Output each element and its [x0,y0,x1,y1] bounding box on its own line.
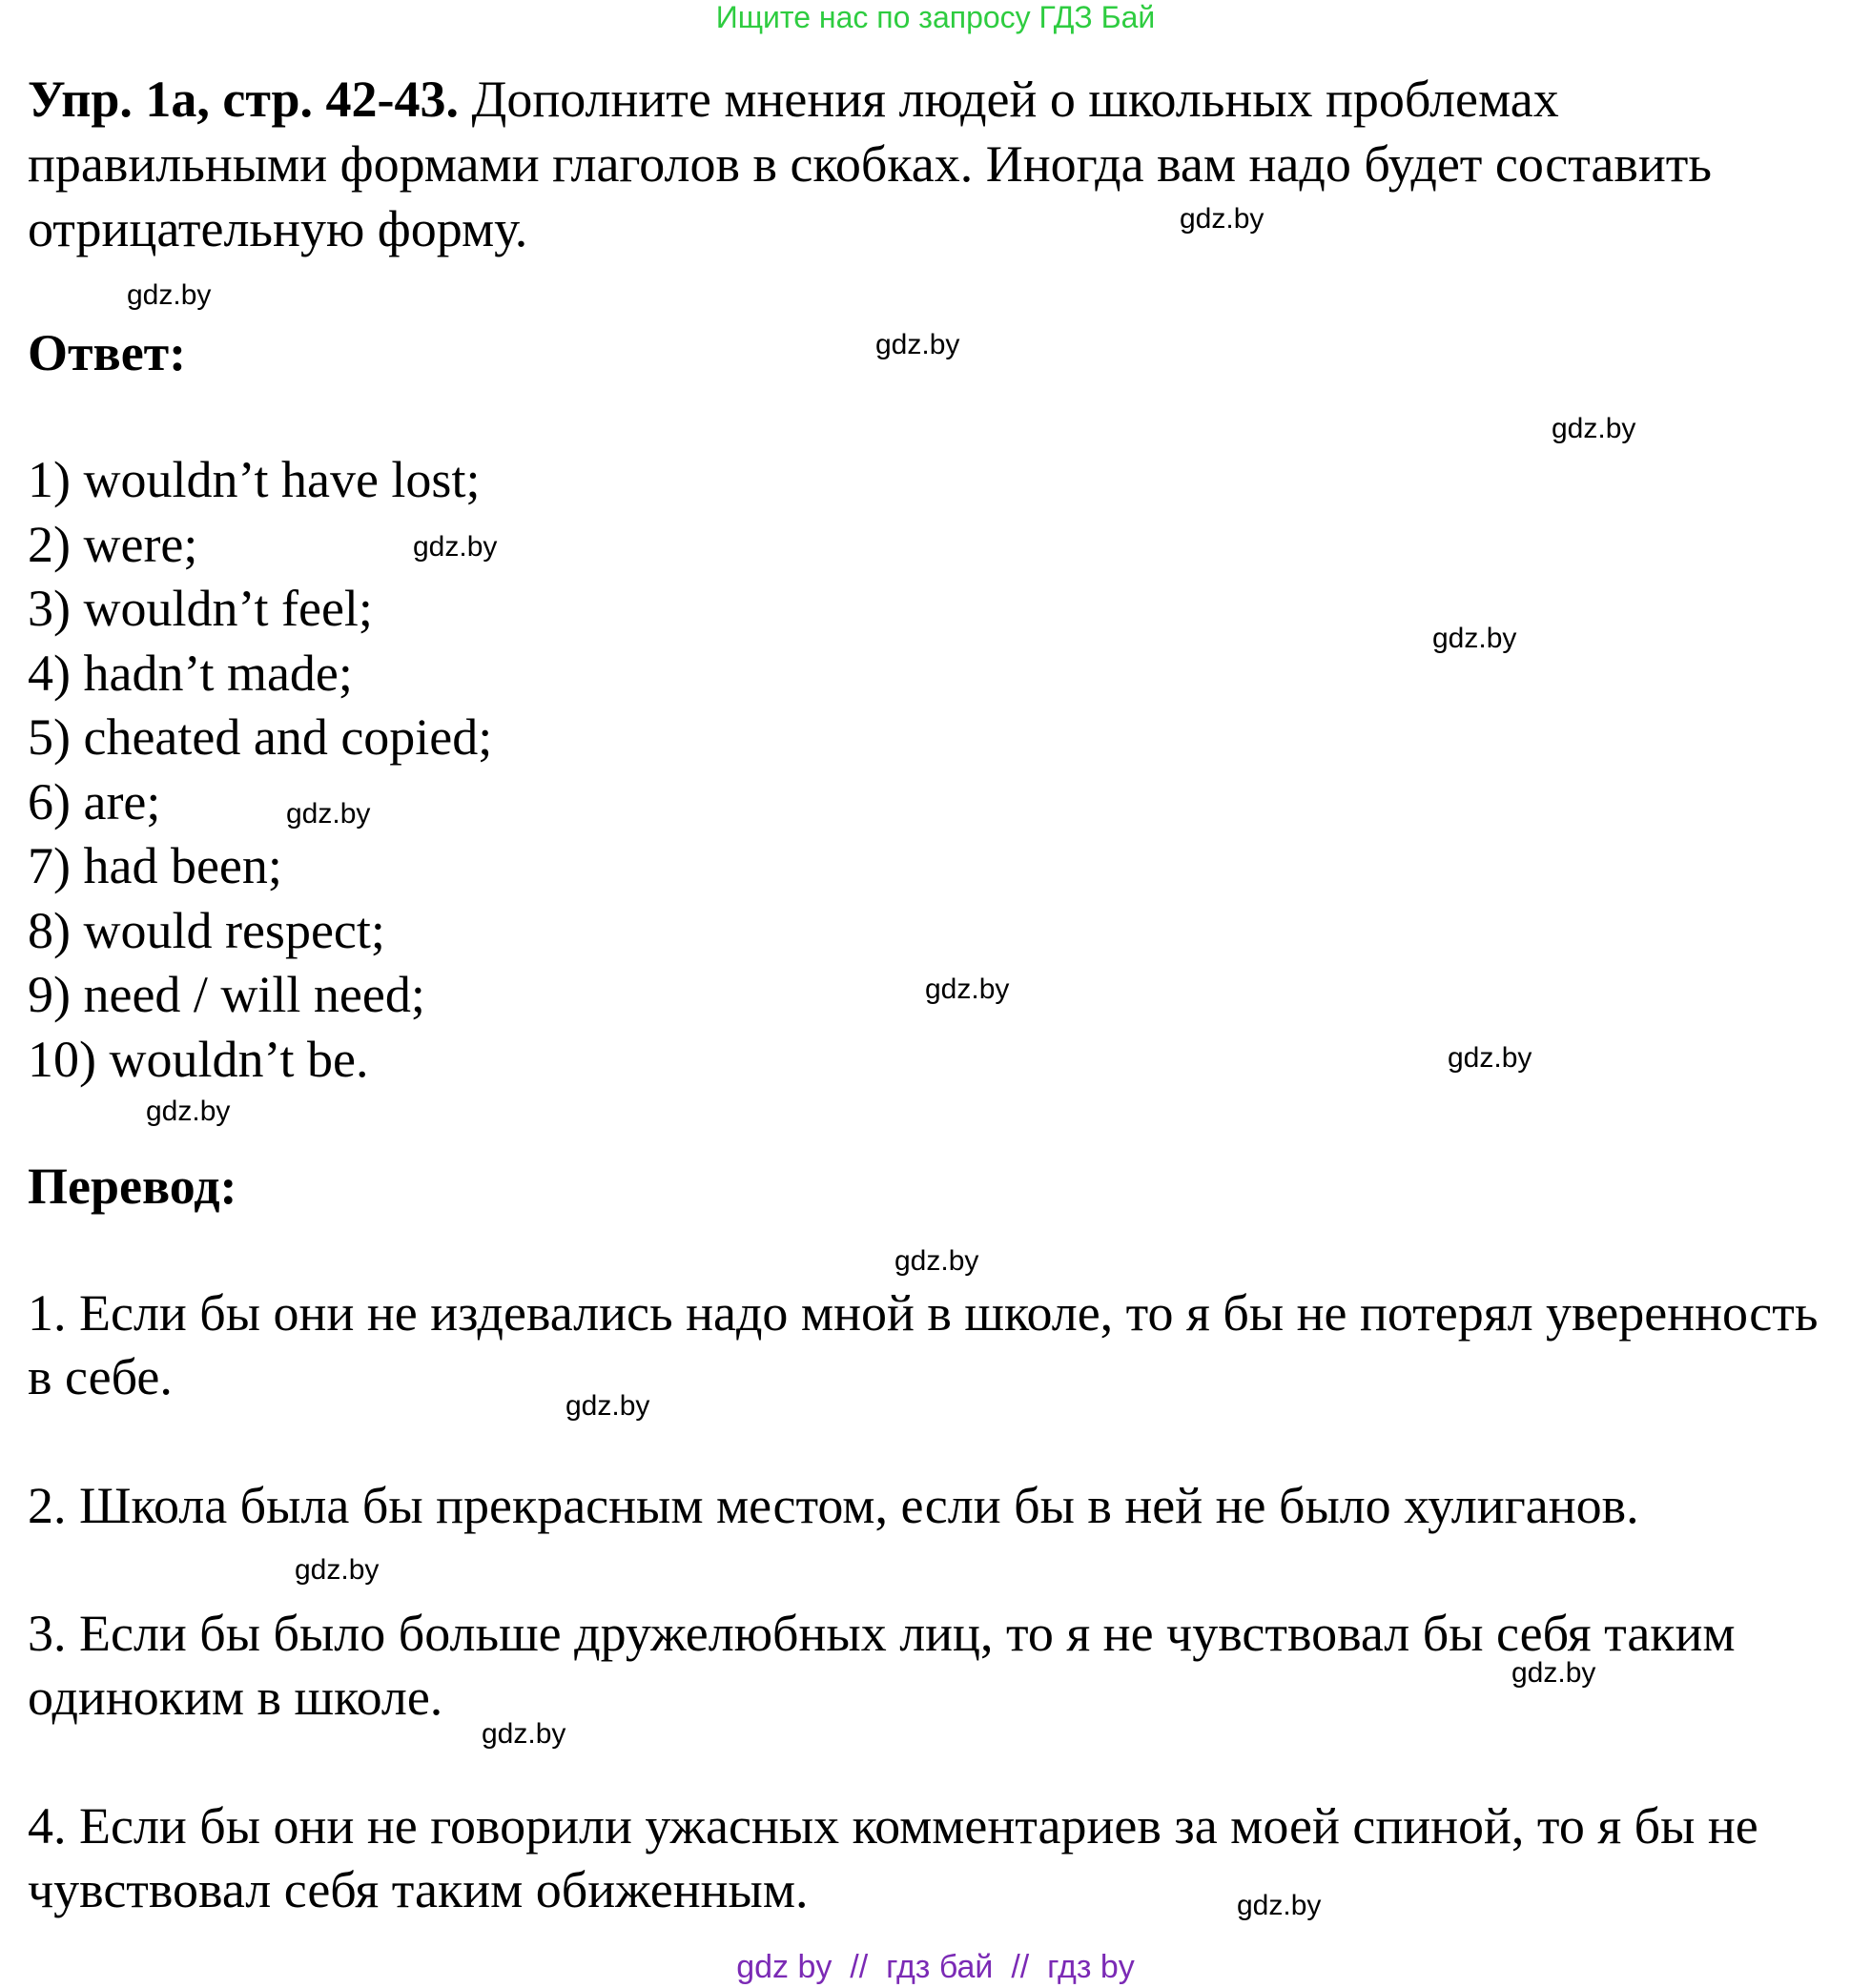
answer-item: 1) wouldn’t have lost; [28,451,481,508]
exercise-heading [28,67,1820,261]
translation-paragraph: 3. Если бы было больше дружелюбных лиц, то я не чувствовал бы себя таким одиноким в школе. [28,1605,1736,1726]
translation-paragraph: 4. Если бы они не говорили ужасных комментариев за моей спиной, то я бы не чувствовал себя таким обиженным. [28,1797,1758,1918]
top-banner: Ищите нас по запросу ГДЗ Бай [715,0,1156,34]
watermark: gdz.by [127,279,212,311]
exercise-instruction: Дополните мнения людей о школьных проблемах правильными формами глаголов в скобках. Иногда вам надо будет составить отрицательную форму. [28,71,1713,257]
watermark: gdz.by [1180,203,1264,235]
watermark: gdz.by [1552,413,1636,444]
answer-item: 10) wouldn’t be. [28,1030,369,1088]
watermark: gdz.by [1511,1657,1596,1689]
answer-item: 4) hadn’t made; [28,644,353,702]
footer-links: gdz by // гдз бай // гдз by [736,1949,1135,1985]
watermark: gdz.by [894,1245,979,1277]
answer-label: Ответ: [28,324,187,381]
exercise-number: Упр. 1а, стр. 42-43. [28,71,460,128]
watermark: gdz.by [1448,1042,1532,1074]
watermark: gdz.by [295,1554,380,1586]
translation-paragraph: 1. Если бы они не издевались надо мной в школе, то я бы не потерял уверенность в себе. [28,1284,1819,1405]
watermark: gdz.by [1237,1890,1322,1921]
watermark: gdz.by [413,531,498,563]
watermark: gdz.by [286,798,371,830]
answer-item: 8) would respect; [28,901,385,959]
answer-item: 5) cheated and copied; [28,708,493,766]
translation-label: Перевод: [28,1158,237,1215]
watermark: gdz.by [875,329,960,360]
answer-item: 7) had been; [28,837,282,894]
answer-item: 9) need / will need; [28,966,425,1023]
watermark: gdz.by [1432,623,1517,654]
translation-paragraph: 2. Школа была бы прекрасным местом, если бы в ней не было хулиганов. [28,1477,1639,1534]
answer-item: 6) are; [28,772,161,830]
watermark: gdz.by [925,974,1010,1005]
watermark: gdz.by [565,1390,650,1422]
watermark: gdz.by [146,1096,231,1127]
answer-item: 2) were; [28,515,198,573]
answer-item: 3) wouldn’t feel; [28,580,373,637]
watermark: gdz.by [482,1718,566,1750]
